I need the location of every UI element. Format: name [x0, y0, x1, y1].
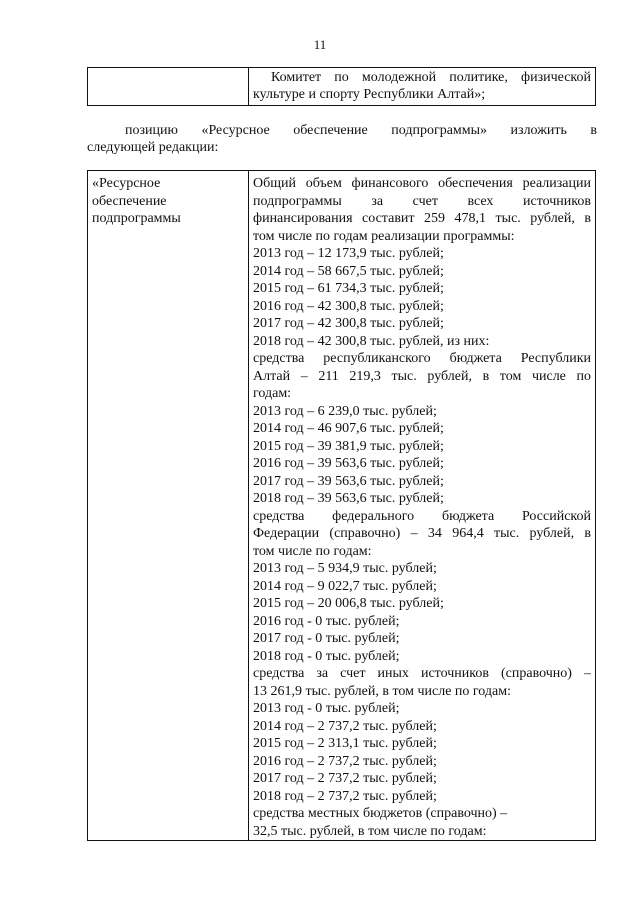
right-cell-line: 2015 год – 61 734,3 тыс. рублей;: [253, 281, 444, 296]
right-cell-line: средства федерального бюджета Российской: [253, 508, 591, 524]
right-cell-line: том числе по годам реализации программы:: [253, 228, 515, 244]
right-cell-line: 2014 год – 9 022,7 тыс. рублей;: [253, 578, 437, 594]
top-table-row: [88, 68, 596, 106]
resource-table-row: [88, 171, 596, 841]
committee-line-1: Комитет по молодежной политике, физической: [271, 70, 591, 85]
right-cell-line: Алтай – 211 219,3 тыс. рублей, в том числе по: [253, 368, 591, 384]
right-cell-line: Общий объем финансового обеспечения реализации: [253, 176, 591, 191]
right-cell-line: 2015 год – 2 313,1 тыс. рублей;: [253, 736, 437, 751]
right-cell-line: 2014 год – 58 667,5 тыс. рублей;: [253, 263, 444, 279]
right-cell-line: 13 261,9 тыс. рублей, в том числе по годам:: [253, 683, 511, 699]
right-cell-line: том числе по годам:: [253, 543, 372, 559]
right-cell: [249, 171, 596, 841]
right-cell-line: 2018 год – 39 563,6 тыс. рублей;: [253, 491, 444, 506]
top-table: [87, 67, 596, 106]
right-cell-line: 2017 год – 2 737,2 тыс. рублей;: [253, 771, 437, 786]
intro-paragraph: [87, 122, 597, 156]
right-cell-line: 2018 год - 0 тыс. рублей;: [253, 648, 400, 664]
right-cell-line: финансирования составит 259 478,1 тыс. рублей, в: [253, 211, 591, 226]
right-cell-line: 2016 год – 2 737,2 тыс. рублей;: [253, 753, 437, 769]
right-cell-text: [249, 171, 595, 840]
left-cell-line: «Ресурсное: [92, 176, 161, 191]
left-cell-line: подпрограммы: [92, 211, 181, 226]
right-cell-line: 2014 год – 46 907,6 тыс. рублей;: [253, 421, 444, 436]
right-cell-line: 2017 год - 0 тыс. рублей;: [253, 631, 400, 646]
right-cell-line: 2018 год – 2 737,2 тыс. рублей;: [253, 788, 437, 804]
left-cell: [88, 171, 249, 841]
intro-line-2: следующей редакции:: [87, 140, 219, 155]
right-cell-line: 2015 год – 39 381,9 тыс. рублей;: [253, 438, 444, 454]
right-cell-line: средства республиканского бюджета Республики: [253, 351, 591, 366]
right-cell-line: 32,5 тыс. рублей, в том числе по годам:: [253, 823, 487, 839]
right-cell-line: 2014 год – 2 737,2 тыс. рублей;: [253, 718, 437, 734]
right-cell-line: 2013 год – 6 239,0 тыс. рублей;: [253, 403, 437, 419]
top-right-cell: [249, 68, 596, 106]
page-number: 11: [313, 37, 327, 52]
right-cell-line: 2016 год – 42 300,8 тыс. рублей;: [253, 298, 444, 314]
resource-table: [87, 170, 596, 841]
right-cell-line: средства местных бюджетов (справочно) –: [253, 806, 508, 821]
right-cell-line: 2018 год – 42 300,8 тыс. рублей, из них:: [253, 333, 490, 349]
right-cell-line: годам:: [253, 386, 292, 401]
right-cell-line: 2016 год - 0 тыс. рублей;: [253, 613, 400, 629]
right-cell-line: средства за счет иных источников (справочно) –: [253, 666, 591, 681]
right-cell-line: 2013 год – 5 934,9 тыс. рублей;: [253, 561, 437, 576]
right-cell-line: 2015 год – 20 006,8 тыс. рублей;: [253, 596, 444, 611]
left-cell-line: обеспечение: [92, 193, 167, 209]
committee-line-2: культуре и спорту Республики Алтай»;: [253, 87, 486, 102]
top-left-cell: [88, 68, 249, 106]
right-cell-line: Федерации (справочно) – 34 964,4 тыс. рублей, в: [253, 526, 591, 541]
right-cell-line: 2013 год – 12 173,9 тыс. рублей;: [253, 246, 444, 261]
intro-line-1: позицию «Ресурсное обеспечение подпрограммы» изложить в: [125, 123, 597, 138]
left-cell-text: [88, 171, 248, 228]
right-cell-line: 2013 год - 0 тыс. рублей;: [253, 701, 400, 716]
right-cell-line: подпрограммы за счет всех источников: [253, 193, 591, 209]
right-cell-line: 2017 год – 39 563,6 тыс. рублей;: [253, 473, 444, 489]
right-cell-line: 2017 год – 42 300,8 тыс. рублей;: [253, 316, 444, 331]
right-cell-line: 2016 год – 39 563,6 тыс. рублей;: [253, 456, 444, 471]
